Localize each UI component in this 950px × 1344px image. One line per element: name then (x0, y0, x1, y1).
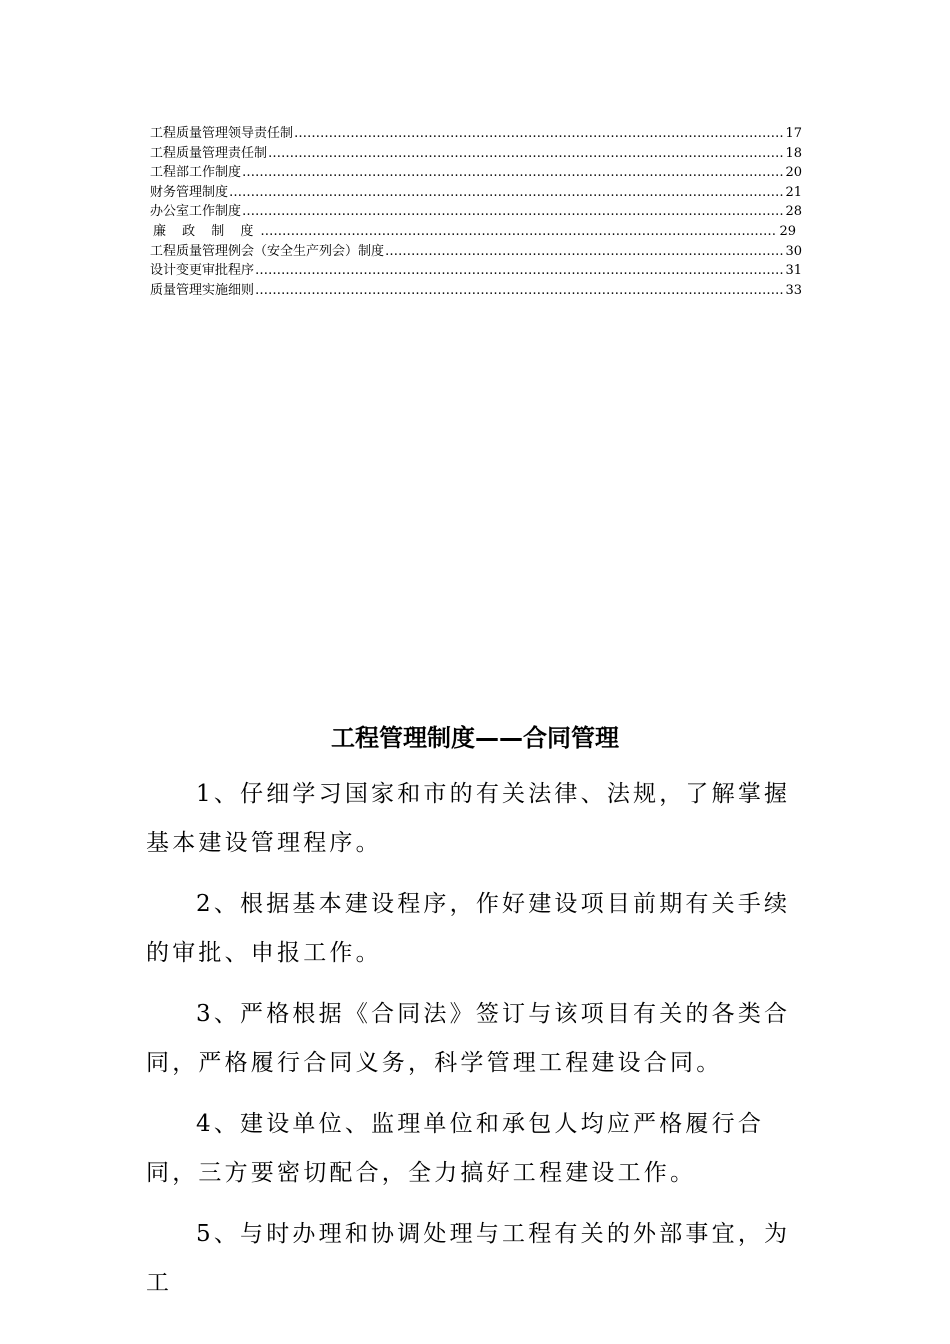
body-paragraph: 3、严格根据《合同法》签订与该项目有关的各类合同，严格履行合同义务，科学管理工程建设合同。 (146, 1001, 791, 1076)
toc-entry-title: 工程部工作制度 (150, 165, 242, 181)
toc-entry-title: 工程质量管理领导责任制 (150, 126, 294, 141)
toc-entry-title: 财务管理制度 (150, 184, 229, 200)
toc-entry-page: 21 (785, 184, 802, 200)
body-paragraph: 2、根据基本建设程序，作好建设项目前期有关手续的审批、申报工作。 (146, 891, 791, 966)
table-of-contents (150, 124, 802, 300)
toc-dot-leader (255, 261, 783, 281)
toc-entry[interactable] (150, 183, 802, 203)
toc-dot-leader (229, 183, 783, 203)
toc-entry[interactable] (150, 222, 802, 242)
toc-entry-page: 33 (785, 282, 802, 298)
toc-entry-title: 廉 政 制 度 (153, 223, 260, 239)
toc-entry-page: 30 (785, 243, 802, 259)
toc-entry[interactable] (150, 242, 802, 262)
toc-dot-leader (242, 202, 783, 222)
toc-entry-page: 20 (785, 165, 802, 181)
toc-entry[interactable] (150, 281, 802, 301)
toc-dot-leader (260, 222, 777, 242)
toc-entry-page: 17 (785, 126, 802, 141)
toc-entry-title: 工程质量管理例会（安全生产列会）制度 (150, 243, 385, 259)
toc-entry-page: 29 (779, 223, 796, 239)
body-paragraph: 1、仔细学习国家和市的有关法律、法规，了解掌握基本建设管理程序。 (146, 781, 791, 856)
toc-entry[interactable] (150, 163, 802, 183)
toc-entry[interactable] (150, 261, 802, 281)
body-paragraph: 5、与时办理和协调处理与工程有关的外部事宜，为工 (146, 1221, 791, 1296)
toc-entry-page: 31 (785, 263, 802, 279)
toc-entry[interactable] (150, 144, 802, 164)
toc-entry[interactable] (150, 124, 802, 144)
toc-entry-title: 设计变更审批程序 (150, 263, 255, 279)
toc-dot-leader (268, 144, 783, 164)
toc-entry-page: 18 (785, 145, 802, 161)
toc-entry-page: 28 (785, 204, 802, 220)
body-paragraph: 4、建设单位、监理单位和承包人均应严格履行合同，三方要密切配合，全力搞好工程建设工作。 (146, 1111, 765, 1186)
toc-entry-title: 办公室工作制度 (150, 204, 242, 220)
section-body (146, 770, 810, 1320)
toc-dot-leader (385, 242, 783, 262)
toc-entry-title: 质量管理实施细则 (150, 282, 255, 298)
toc-dot-leader (294, 124, 783, 144)
toc-dot-leader (242, 163, 783, 183)
toc-entry-title: 工程质量管理责任制 (150, 145, 268, 161)
toc-entry[interactable] (150, 202, 802, 222)
section-title: 工程管理制度——合同管理 (331, 724, 619, 752)
toc-dot-leader (255, 281, 783, 301)
